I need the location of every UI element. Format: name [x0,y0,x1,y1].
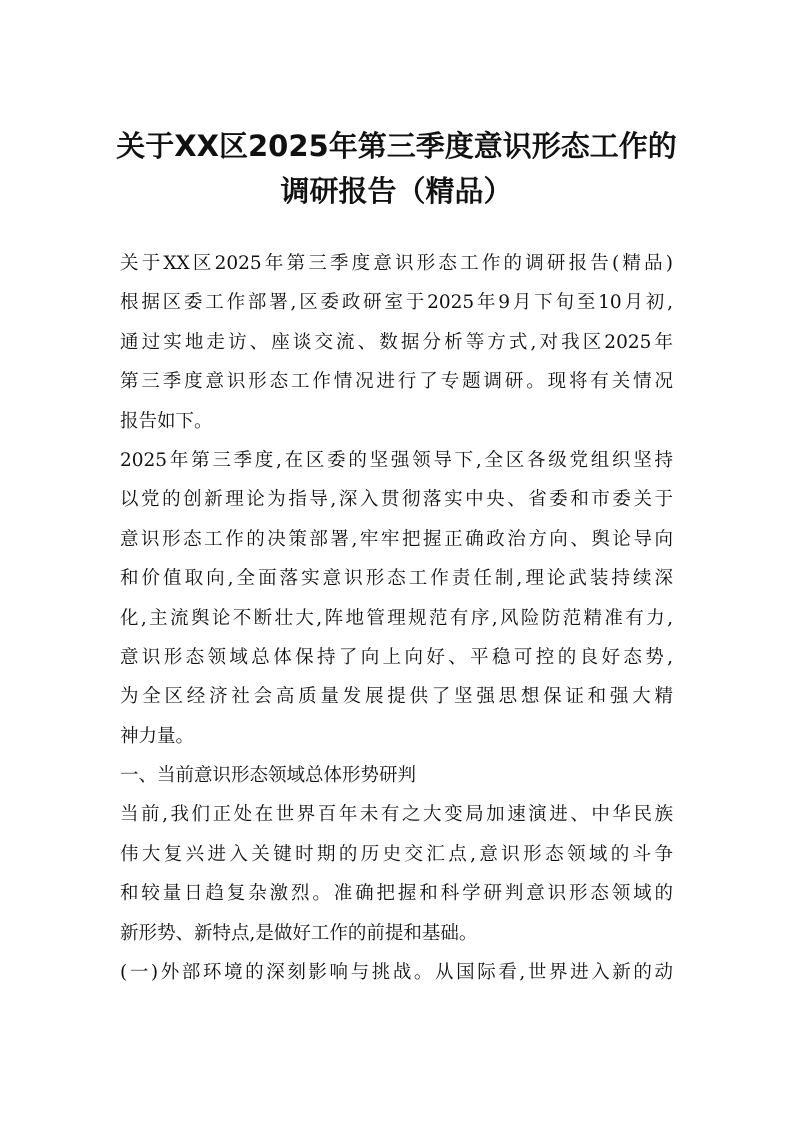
text-line: 意识形态工作的决策部署,牢牢把握正确政治方向、舆论导向 [120,528,673,550]
text-line: 2025年第三季度,在区委的坚强领导下,全区各级党组织坚持 [120,449,673,471]
document-body [120,244,673,992]
text-line: 当前,我们正处在世界百年未有之大变局加速演进、中华民族 [120,804,673,826]
text-line: 新形势、新特点,是做好工作的前提和基础。 [120,922,478,944]
text-line: 意识形态领域总体保持了向上向好、平稳可控的良好态势, [120,646,673,668]
text-line: 神力量。 [120,725,195,747]
section-heading [120,756,673,795]
text-line: 一、当前意识形态领域总体形势研判 [120,765,417,787]
document-title [100,124,693,214]
text-line: 根据区委工作部署,区委政研室于2025年9月下旬至10月初, [120,292,673,314]
text-line: 关于XX区2025年第三季度意识形态工作的调研报告(精品) [120,253,673,274]
paragraph [120,953,673,992]
paragraph [120,795,673,953]
title-line: 调研报告（精品） [280,174,513,208]
text-line: 为全区经济社会高质量发展提供了坚强思想保证和强大精 [120,686,673,708]
text-line: 和价值取向,全面落实意识形态工作责任制,理论武装持续深 [120,568,673,590]
paragraph [120,244,673,441]
text-line: 报告如下。 [120,410,213,432]
title-line: 关于XX区2025年第三季度意识形态工作的 [116,129,677,163]
text-line: 和较量日趋复杂激烈。准确把握和科学研判意识形态领域的 [120,883,673,905]
text-line: 通过实地走访、座谈交流、数据分析等方式,对我区2025年 [120,331,673,353]
paragraph [120,441,673,756]
text-line: (一)外部环境的深刻影响与挑战。从国际看,世界进入新的动 [120,962,673,984]
text-line: 伟大复兴进入关键时期的历史交汇点,意识形态领域的斗争 [120,843,673,865]
text-line: 以党的创新理论为指导,深入贯彻落实中央、省委和市委关于 [120,489,673,511]
text-line: 第三季度意识形态工作情况进行了专题调研。现将有关情况 [120,371,673,393]
text-line: 化,主流舆论不断壮大,阵地管理规范有序,风险防范精准有力, [120,607,673,629]
